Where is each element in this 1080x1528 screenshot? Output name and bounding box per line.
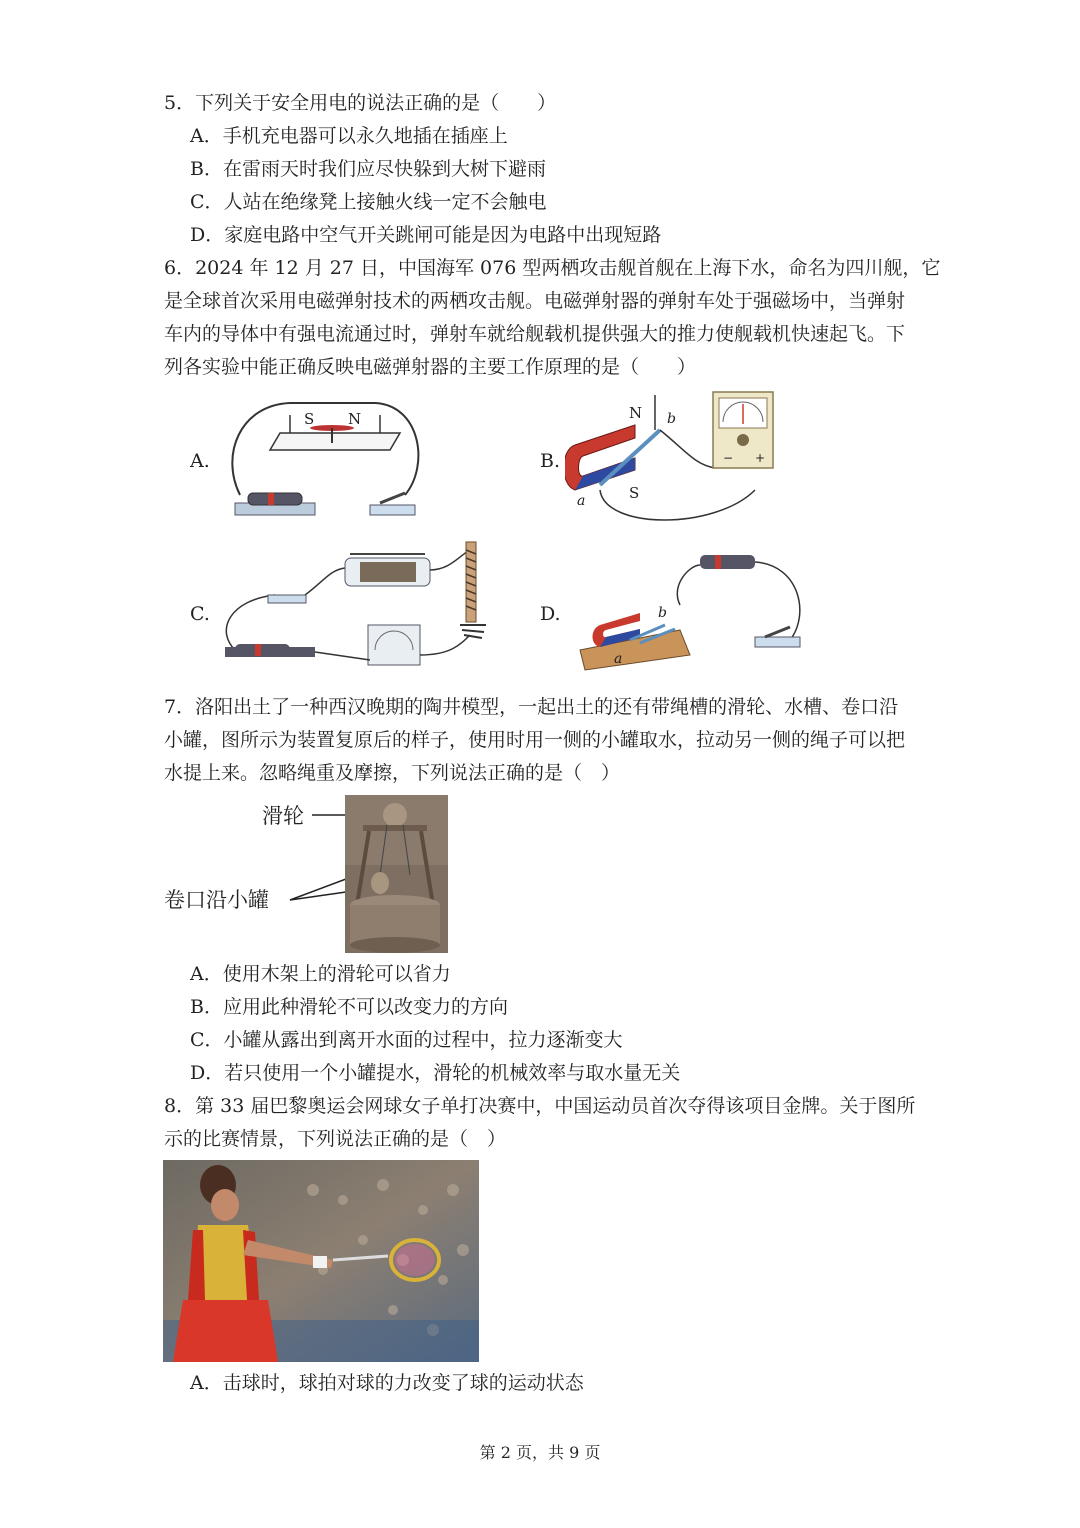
- a-s-pole: S: [304, 410, 315, 428]
- a-n-pole: N: [348, 410, 362, 428]
- b-a-label: a: [577, 493, 586, 509]
- q7-option-b: B．应用此种滑轮不可以改变力的方向: [190, 996, 508, 1018]
- page-footer: 第 2 页，共 9 页: [479, 1443, 601, 1462]
- q7-stem-line-3: 水提上来。忽略绳重及摩擦，下列说法正确的是（ ）: [164, 762, 621, 784]
- q6-stem-line-2: 是全球首次采用电磁弹射技术的两栖攻击舰。电磁弹射器的弹射车处于强磁场中，当弹射: [164, 290, 906, 312]
- q6-fig-c-label: C.: [190, 603, 210, 625]
- q5-option-b: B．在雷雨天时我们应尽快躲到大树下避雨: [190, 158, 546, 180]
- q6-fig-a-label: A.: [190, 450, 210, 472]
- q8-tennis-photo: [163, 1160, 479, 1362]
- q7-stem-line-1: 7．洛阳出土了一种西汉晚期的陶井模型，一起出土的还有带绳槽的滑轮、水槽、卷口沿: [164, 696, 899, 718]
- q7-label-pulley: 滑轮: [262, 804, 304, 828]
- q6-figure-d-motor: [570, 545, 810, 675]
- q6-fig-b-label: B.: [540, 450, 561, 472]
- q8-option-a: A．击球时，球拍对球的力改变了球的运动状态: [190, 1372, 584, 1394]
- q6-fig-d-label: D.: [540, 603, 561, 625]
- d-a-label: a: [614, 651, 623, 667]
- q5-option-c: C．人站在绝缘凳上接触火线一定不会触电: [190, 191, 547, 213]
- q5-stem: 5．下列关于安全用电的说法正确的是（ ）: [164, 92, 557, 114]
- q6-figure-b-induction: [565, 390, 785, 535]
- q7-option-a: A．使用木架上的滑轮可以省力: [190, 963, 451, 985]
- q7-option-d: D．若只使用一个小罐提水，滑轮的机械效率与取水量无关: [190, 1062, 681, 1084]
- q8-stem-line-1: 8．第 33 届巴黎奥运会网球女子单打决赛中，中国运动员首次夺得该项目金牌。关于图所: [164, 1095, 916, 1117]
- q8-stem-line-2: 示的比赛情景，下列说法正确的是（ ）: [164, 1128, 507, 1150]
- q5-option-a: A．手机充电器可以永久地插在插座上: [190, 125, 508, 147]
- q6-stem-line-3: 车内的导体中有强电流通过时，弹射车就给舰载机提供强大的推力使舰载机快速起飞。下: [164, 323, 906, 345]
- q7-stem-line-2: 小罐，图所示为装置复原后的样子，使用时用一侧的小罐取水，拉动另一侧的绳子可以把: [164, 729, 906, 751]
- q6-figure-c-electromagnet: [220, 540, 500, 675]
- d-b-label: b: [658, 605, 667, 621]
- b-n-pole: N: [629, 404, 643, 422]
- b-s-pole: S: [629, 484, 640, 502]
- svg-text:−: −: [723, 451, 734, 465]
- q6-stem-line-1: 6．2024 年 12 月 27 日，中国海军 076 型两栖攻击舰首舰在上海下水，命名为四川舰，它: [164, 257, 941, 279]
- q6-stem-line-4: 列各实验中能正确反映电磁弹射器的主要工作原理的是（ ）: [164, 356, 697, 378]
- q6-figure-a-oersted: [220, 395, 430, 525]
- svg-text:+: +: [755, 451, 766, 465]
- b-b-label: b: [667, 411, 676, 427]
- q7-pottery-well-image: [285, 795, 450, 955]
- q5-option-d: D．家庭电路中空气开关跳闸可能是因为电路中出现短路: [190, 224, 662, 246]
- q7-label-jar: 卷口沿小罐: [164, 888, 269, 912]
- q7-option-c: C．小罐从露出到离开水面的过程中，拉力逐渐变大: [190, 1029, 623, 1051]
